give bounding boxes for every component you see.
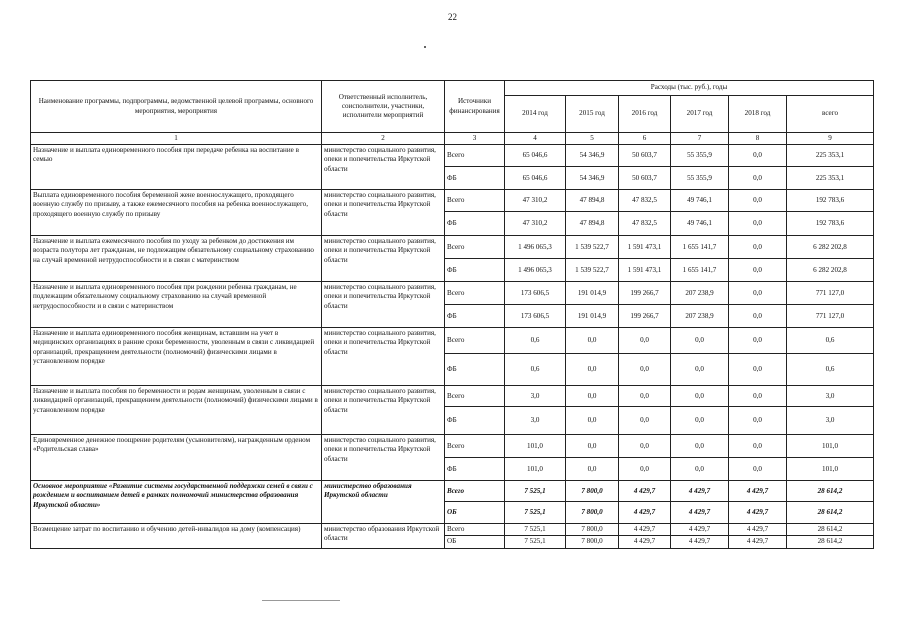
row-value: 0,0 — [566, 328, 619, 354]
row-value: 4 429,7 — [671, 536, 729, 548]
row-executor: министерство образования Иркутской области — [322, 524, 445, 548]
column-number: 4 — [505, 133, 566, 145]
row-name: Назначение и выплата пособия по беременности и родам женщинам, уволенным в связи с ликвидацией организаций, прекращением деятельности (полномочий) физическими лицами в установленном порядке — [31, 386, 322, 435]
row-value: 65 046,6 — [505, 145, 566, 167]
row-value: 207 238,9 — [671, 282, 729, 305]
column-number: 1 — [31, 133, 322, 145]
row-value: 50 603,7 — [619, 145, 671, 167]
row-value: 7 800,0 — [566, 481, 619, 502]
row-value: 4 429,7 — [619, 536, 671, 548]
row-value: 0,0 — [619, 435, 671, 458]
row-total: 192 783,6 — [787, 190, 874, 212]
row-value: 0,0 — [671, 354, 729, 386]
row-value: 7 525,1 — [505, 481, 566, 502]
row-value: 4 429,7 — [729, 481, 787, 502]
row-value: 0,0 — [671, 328, 729, 354]
row-value: 49 746,1 — [671, 190, 729, 212]
row-value: 7 525,1 — [505, 502, 566, 524]
row-executor: министерство социального развития, опеки и попечительства Иркутской области — [322, 328, 445, 386]
row-value: 4 429,7 — [671, 524, 729, 536]
row-name: Назначение и выплата единовременного пособия женщинам, вставшим на учет в медицинских организациях в ранние сроки беременности, уволенным в связи с ликвидацией организаций, прекращением деятельности (полномочий) физическими лицами в установленном порядке — [31, 328, 322, 386]
row-value: 199 266,7 — [619, 282, 671, 305]
row-value: 7 800,0 — [566, 502, 619, 524]
row-value: 207 238,9 — [671, 305, 729, 328]
row-name: Единовременное денежное поощрение родителям (усыновителям), награжденным орденом «Родительская слава» — [31, 435, 322, 481]
row-source: Всего — [445, 190, 505, 212]
row-name: Выплата единовременного пособия беременной жене военнослужащего, проходящего военную службу по призыву, а также ежемесячного пособия на ребенка военнослужащего, проходящего военную службу по призыву — [31, 190, 322, 236]
row-value: 0,0 — [619, 354, 671, 386]
row-value: 1 496 065,3 — [505, 236, 566, 259]
table-row — [31, 328, 874, 354]
header-year: 2016 год — [619, 96, 671, 133]
row-value: 0,0 — [729, 212, 787, 236]
row-value: 0,0 — [566, 435, 619, 458]
row-value: 7 800,0 — [566, 524, 619, 536]
row-value: 3,0 — [505, 386, 566, 407]
row-value: 0,0 — [566, 407, 619, 435]
row-value: 4 429,7 — [619, 481, 671, 502]
row-value: 101,0 — [505, 458, 566, 481]
row-total: 192 783,6 — [787, 212, 874, 236]
row-value: 0,0 — [619, 458, 671, 481]
row-value: 0,0 — [619, 407, 671, 435]
header-executor: Ответственный исполнитель, соисполнители, участники, исполнители мероприятий — [322, 81, 445, 133]
row-value: 1 655 141,7 — [671, 259, 729, 282]
row-value: 191 014,9 — [566, 305, 619, 328]
bottom-rule — [262, 600, 340, 601]
table-row — [31, 236, 874, 259]
row-value: 0,0 — [729, 354, 787, 386]
row-total: 28 614,2 — [787, 524, 874, 536]
row-total: 3,0 — [787, 386, 874, 407]
row-executor: министерство социального развития, опеки и попечительства Иркутской области — [322, 236, 445, 282]
row-source: Всего — [445, 386, 505, 407]
row-value: 55 355,9 — [671, 167, 729, 190]
row-source: ФБ — [445, 167, 505, 190]
row-value: 0,0 — [671, 458, 729, 481]
row-value: 199 266,7 — [619, 305, 671, 328]
row-value: 7 525,1 — [505, 536, 566, 548]
row-source: ФБ — [445, 354, 505, 386]
row-value: 0,0 — [729, 386, 787, 407]
column-number: 9 — [787, 133, 874, 145]
row-source: Всего — [445, 524, 505, 536]
row-value: 0,0 — [729, 190, 787, 212]
row-total: 771 127,0 — [787, 282, 874, 305]
row-value: 54 346,9 — [566, 145, 619, 167]
row-name: Основное мероприятие «Развитие системы государственной поддержки семей в связи с рождением и воспитанием детей в рамках полномочий министерства образования Иркутской области» — [31, 481, 322, 524]
header-name: Наименование программы, подпрограммы, ведомственной целевой программы, основного мероприятия, мероприятия — [31, 81, 322, 133]
column-number: 8 — [729, 133, 787, 145]
row-value: 0,0 — [729, 328, 787, 354]
row-value: 0,0 — [729, 259, 787, 282]
row-total: 225 353,1 — [787, 167, 874, 190]
row-source: ФБ — [445, 305, 505, 328]
row-value: 49 746,1 — [671, 212, 729, 236]
column-number: 5 — [566, 133, 619, 145]
header-year: 2018 год — [729, 96, 787, 133]
row-executor: министерство социального развития, опеки и попечительства Иркутской области — [322, 435, 445, 481]
row-source: ФБ — [445, 259, 505, 282]
row-total: 28 614,2 — [787, 502, 874, 524]
row-value: 1 539 522,7 — [566, 259, 619, 282]
row-total: 6 282 202,8 — [787, 259, 874, 282]
row-name: Назначение и выплата ежемесячного пособия по уходу за ребенком до достижения им возраста полутора лет гражданам, не подлежащим обязательному социальному страхованию на случай временной нетрудоспособности и в связи с материнством — [31, 236, 322, 282]
row-value: 7 800,0 — [566, 536, 619, 548]
row-value: 4 429,7 — [671, 481, 729, 502]
row-total: 771 127,0 — [787, 305, 874, 328]
row-value: 4 429,7 — [729, 536, 787, 548]
row-value: 47 832,5 — [619, 212, 671, 236]
header-year: 2017 год — [671, 96, 729, 133]
row-total: 225 353,1 — [787, 145, 874, 167]
row-name: Возмещение затрат по воспитанию и обучению детей-инвалидов на дому (компенсация) — [31, 524, 322, 548]
row-value: 0,0 — [729, 167, 787, 190]
row-value: 0,0 — [671, 435, 729, 458]
row-value: 0,0 — [619, 386, 671, 407]
row-value: 54 346,9 — [566, 167, 619, 190]
table-row — [31, 190, 874, 212]
row-name: Назначение и выплата единовременного пособия при рождении ребенка гражданам, не подлежащим обязательному социальному страхованию на случай временной нетрудоспособности и в связи с материнством — [31, 282, 322, 328]
row-total: 28 614,2 — [787, 536, 874, 548]
row-value: 0,6 — [505, 328, 566, 354]
row-total: 3,0 — [787, 407, 874, 435]
row-value: 47 310,2 — [505, 190, 566, 212]
row-value: 0,0 — [671, 386, 729, 407]
table-row — [31, 481, 874, 502]
header-year: 2014 год — [505, 96, 566, 133]
row-value: 0,0 — [729, 236, 787, 259]
row-value: 0,0 — [729, 407, 787, 435]
row-executor: министерство социального развития, опеки и попечительства Иркутской области — [322, 282, 445, 328]
row-value: 47 310,2 — [505, 212, 566, 236]
header-sources: Источники финансирования — [445, 81, 505, 133]
row-value: 50 603,7 — [619, 167, 671, 190]
header-expenses: Расходы (тыс. руб.), годы — [505, 81, 874, 96]
row-value: 191 014,9 — [566, 282, 619, 305]
row-executor: министерство образования Иркутской области — [322, 481, 445, 524]
header-year: 2015 год — [566, 96, 619, 133]
row-source: Всего — [445, 282, 505, 305]
row-value: 0,0 — [729, 282, 787, 305]
column-number: 7 — [671, 133, 729, 145]
table-row — [31, 524, 874, 536]
row-value: 0,0 — [729, 435, 787, 458]
column-number: 6 — [619, 133, 671, 145]
row-value: 4 429,7 — [671, 502, 729, 524]
row-value: 0,0 — [729, 458, 787, 481]
row-source: ФБ — [445, 458, 505, 481]
table-row — [31, 145, 874, 167]
column-number: 2 — [322, 133, 445, 145]
row-value: 4 429,7 — [619, 502, 671, 524]
row-source: Всего — [445, 435, 505, 458]
row-value: 1 591 473,1 — [619, 236, 671, 259]
row-source: Всего — [445, 481, 505, 502]
table-row — [31, 386, 874, 407]
row-value: 0,6 — [505, 354, 566, 386]
row-value: 4 429,7 — [729, 524, 787, 536]
row-value: 0,0 — [671, 407, 729, 435]
row-value: 0,0 — [566, 386, 619, 407]
column-number: 3 — [445, 133, 505, 145]
row-source: ОБ — [445, 536, 505, 548]
row-executor: министерство социального развития, опеки и попечительства Иркутской области — [322, 190, 445, 236]
row-total: 0,6 — [787, 354, 874, 386]
row-value: 4 429,7 — [619, 524, 671, 536]
row-value: 0,0 — [619, 328, 671, 354]
row-value: 47 894,8 — [566, 190, 619, 212]
row-value: 0,0 — [729, 145, 787, 167]
row-total: 28 614,2 — [787, 481, 874, 502]
row-value: 4 429,7 — [729, 502, 787, 524]
row-total: 0,6 — [787, 328, 874, 354]
row-value: 7 525,1 — [505, 524, 566, 536]
row-value: 0,0 — [566, 458, 619, 481]
row-source: ФБ — [445, 407, 505, 435]
row-value: 101,0 — [505, 435, 566, 458]
row-value: 1 539 522,7 — [566, 236, 619, 259]
row-source: Всего — [445, 236, 505, 259]
row-source: ФБ — [445, 212, 505, 236]
row-total: 101,0 — [787, 435, 874, 458]
page-number: 22 — [448, 12, 457, 22]
row-value: 3,0 — [505, 407, 566, 435]
row-value: 55 355,9 — [671, 145, 729, 167]
header-total: всего — [787, 96, 874, 133]
row-executor: министерство социального развития, опеки и попечительства Иркутской области — [322, 386, 445, 435]
row-source: Всего — [445, 145, 505, 167]
row-name: Назначение и выплата единовременного пособия при передаче ребенка на воспитание в семью — [31, 145, 322, 190]
row-value: 47 894,8 — [566, 212, 619, 236]
speck-mark — [424, 46, 426, 48]
row-value: 0,0 — [566, 354, 619, 386]
row-total: 6 282 202,8 — [787, 236, 874, 259]
row-executor: министерство социального развития, опеки и попечительства Иркутской области — [322, 145, 445, 190]
row-total: 101,0 — [787, 458, 874, 481]
row-value: 1 655 141,7 — [671, 236, 729, 259]
row-source: ОБ — [445, 502, 505, 524]
row-value: 1 496 065,3 — [505, 259, 566, 282]
row-value: 65 046,6 — [505, 167, 566, 190]
row-source: Всего — [445, 328, 505, 354]
row-value: 0,0 — [729, 305, 787, 328]
row-value: 173 606,5 — [505, 282, 566, 305]
table-row — [31, 282, 874, 305]
table-row — [31, 435, 874, 458]
row-value: 1 591 473,1 — [619, 259, 671, 282]
budget-table — [30, 80, 874, 549]
row-value: 47 832,5 — [619, 190, 671, 212]
row-value: 173 606,5 — [505, 305, 566, 328]
